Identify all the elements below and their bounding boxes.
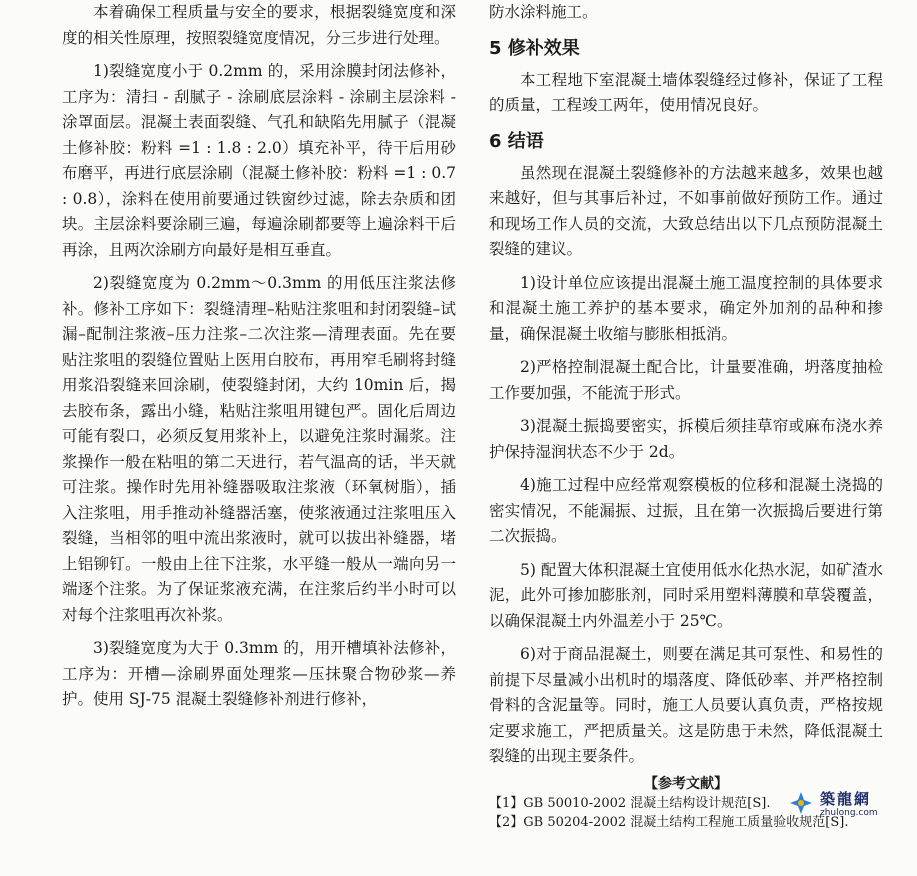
zhulong-logo [790,788,880,822]
references-title: 【参考文献】 [644,775,728,792]
section-6-heading: 6 结语 [489,130,544,152]
suggestion-3: 3)混凝土振捣要密实，拆模后须挂草帘或麻布浇水养护保持湿润状态不少于 2d。 [489,417,883,461]
suggestion-1: 1)设计单位应该提出混凝土施工温度控制的具体要求和混凝土施工养护的基本要求，确定外加剂的品种和掺量，确保混凝土收缩与膨胀相抵消。 [489,273,883,343]
method-2-paragraph: 2)裂缝宽度为 0.2mm～0.3mm 的用低压注浆法修补。修补工序如下：裂缝清理–粘贴注浆咀和封闭裂缝–试漏–配制注浆液–压力注浆–二次注浆—清理表面。先在要贴注浆咀的裂缝位置贴上医用白胶布，再用窄毛刷将封缝用浆沿裂缝来回涂刷，使裂缝封闭，大约 10min 后，揭去胶布条，露出小缝，粘贴注浆咀用键包严。固化后周边可能有裂口，必须反复用浆补上，以避免注浆时漏浆。注浆操作一般在粘咀的第二天进行，若气温高的话，半天就可注浆。操作时先用补缝器吸取注浆液（环氧树脂），插入注浆咀，用手推动补缝器活塞，使浆液通过注浆咀压入裂缝，当相邻的咀中流出浆液时，就可以拔出补缝器，堵上铝铆钉。一般由上往下注浆，水平缝一般从一端向另一端逐个注浆。为了保证浆液充满，在注浆后约半小时可以对每个注浆咀再次补浆。 [62,274,456,624]
method-3-paragraph: 3)裂缝宽度为大于 0.3mm 的，用开槽填补法修补，工序为：开槽—涂刷界面处理浆—压抹聚合物砂浆—养护。使用 SJ-75 混凝土裂缝修补剂进行修补， [62,639,456,708]
continued-paragraph: 防水涂料施工。 [489,3,598,21]
suggestion-4: 4)施工过程中应经常观察模板的位移和混凝土浇捣的密实情况，不能漏振、过振，且在第一次振捣后要进行第二次振捣。 [489,476,883,545]
suggestion-6: 6)对于商品混凝土，则要在满足其可泵性、和易性的前提下尽量减小出机时的塌落度、降低砂率、并严格控制骨料的含泥量等。同时，施工人员要认真负责，严格按规定要求施工，严把质量关。这是防患于未然，降低混凝土裂缝的出现主要条件。 [489,645,883,765]
intro-paragraph: 本着确保工程质量与安全的要求，根据裂缝宽度和深度的相关性原理，按照裂缝宽度情况，分三步进行处理。 [62,3,456,47]
logo-url: zhulong.com [820,808,878,818]
method-1-paragraph: 1)裂缝宽度小于 0.2mm 的，采用涂膜封闭法修补，工序为：清扫 - 刮腻子 - 涂刷底层涂料 - 涂刷主层涂料 - 涂罩面层。混凝土表面裂缝、气孔和缺陷先用腻子（混凝土修补胶：粉料 =1 : 1.8 : 2.0）填充补平，待干后用砂布磨平，再进行底层涂刷（混凝土修补胶：粉料 =1 : 0.7 : 0.8），涂料在使用前要通过铁窗纱过滤，除去杂质和团块。主层涂料要涂刷三遍，每遍涂刷都要等上遍涂料干后再涂，且两次涂刷方向最好是相互垂直。 [62,62,456,259]
reference-2: 【2】GB 50204-2002 混凝土结构工程施工质量验收规范[S]. [489,814,849,830]
zhulong-logo-icon [790,792,812,814]
section-5-paragraph: 本工程地下室混凝土墙体裂缝经过修补，保证了工程的质量，工程竣工两年，使用情况良好。 [489,70,883,114]
left-column [62,0,456,713]
right-column [489,0,883,832]
reference-1: 【1】GB 50010-2002 混凝土结构设计规范[S]. [489,795,771,811]
suggestion-5: 5) 配置大体积混凝土宜使用低水化热水泥，如矿渣水泥，此外可掺加膨胀剂，同时采用塑料薄膜和草袋覆盖，以确保混凝土内外温差小于 25℃。 [489,560,883,630]
logo-name: 築龍網 [820,790,872,808]
section-6-paragraph: 虽然现在混凝土裂缝修补的方法越来越多，效果也越来越好，但与其事后补过，不如事前做好预防工作。通过和现场工作人员的交流，大致总结出以下几点预防混凝土裂缝的建议。 [489,163,883,258]
section-5-heading: 5 修补效果 [489,37,580,59]
suggestion-2: 2)严格控制混凝土配合比，计量要准确，坍落度抽检工作要加强，不能流于形式。 [489,358,883,402]
